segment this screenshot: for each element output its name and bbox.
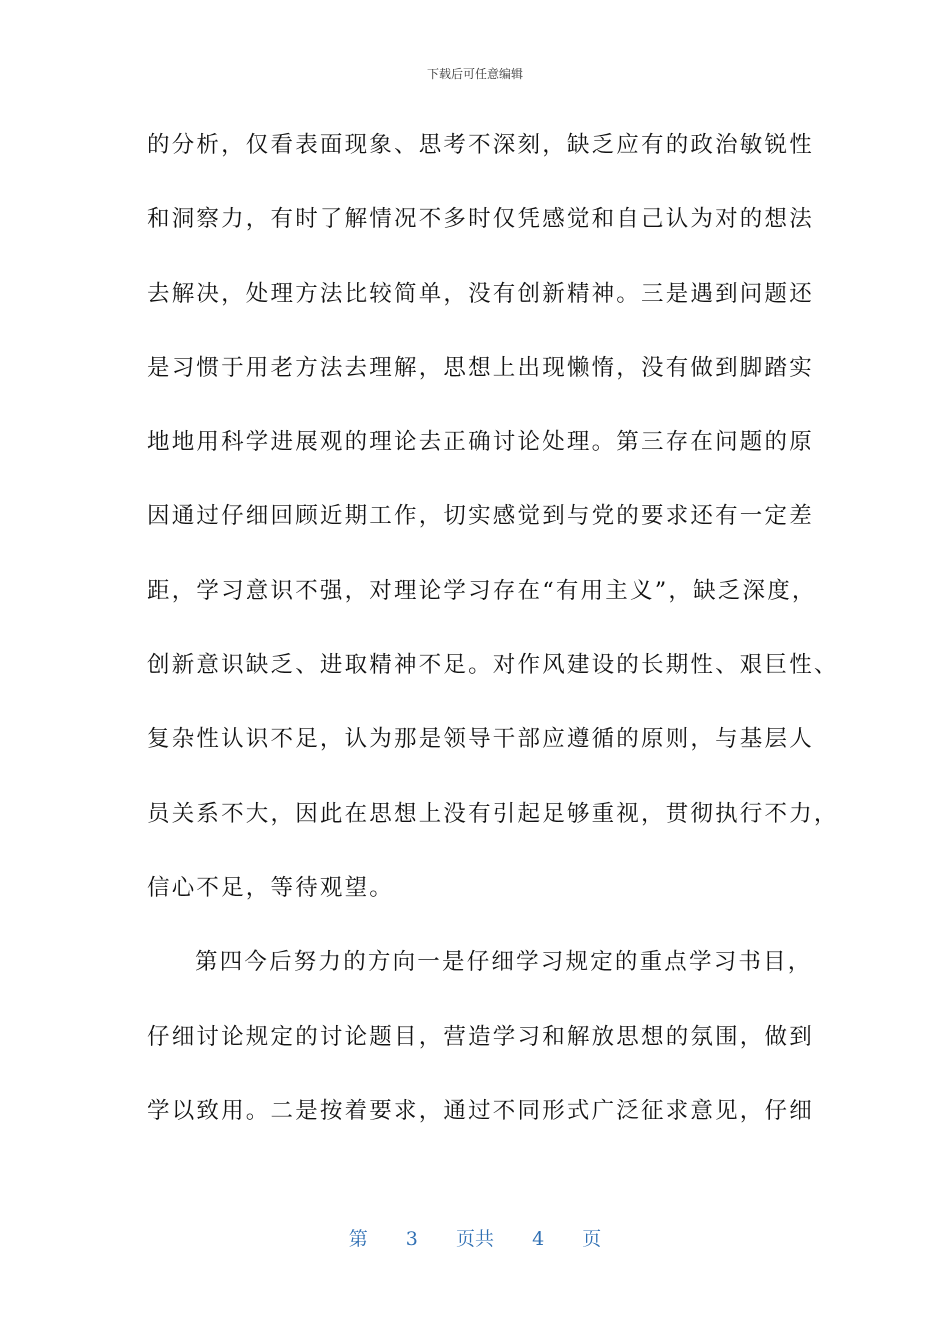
footer-prefix: 第 xyxy=(348,1228,368,1250)
body-line-7: 距，学习意识不强，对理论学习存在“有用主义”，缺乏深度， xyxy=(147,577,817,604)
body-line-1: 的分析，仅看表面现象、思考不深刻，缺乏应有的政治敏锐性 xyxy=(147,132,814,158)
document-body xyxy=(147,125,839,1165)
footer-suffix: 页 xyxy=(582,1228,602,1250)
body-line-12: 第四今后努力的方向一是仔细学习规定的重点学习书目， xyxy=(195,949,813,976)
body-line-8: 创新意识缺乏、进取精神不足。对作风建设的长期性、艰巨性、 xyxy=(147,652,839,679)
body-line-10: 员关系不大，因此在思想上没有引起足够重视，贯彻执行不力， xyxy=(147,800,839,827)
body-line-5: 地地用科学进展观的理论去正确讨论处理。第三存在问题的原 xyxy=(147,429,814,456)
page-header-note: 下载后可任意编辑 xyxy=(426,67,523,81)
body-line-2: 和洞察力，有时了解情况不多时仅凭感觉和自己认为对的想法 xyxy=(147,206,814,233)
body-line-11: 信心不足，等待观望。 xyxy=(147,874,395,901)
body-line-14: 学以致用。二是按着要求，通过不同形式广泛征求意见，仔细 xyxy=(147,1097,814,1124)
footer-current-page: 3 xyxy=(405,1228,418,1250)
body-line-9: 复杂性认识不足，认为那是领导干部应遵循的原则，与基层人 xyxy=(147,726,814,753)
footer-middle: 页共 xyxy=(455,1228,494,1250)
footer-total-pages: 4 xyxy=(532,1228,545,1250)
body-line-4: 是习惯于用老方法去理解，思想上出现懒惰，没有做到脚踏实 xyxy=(147,354,814,381)
page-footer xyxy=(0,1226,950,1252)
body-line-6: 因通过仔细回顾近期工作，切实感觉到与党的要求还有一定差 xyxy=(147,503,814,530)
body-line-3: 去解决，处理方法比较简单，没有创新精神。三是遇到问题还 xyxy=(147,280,814,307)
body-line-13: 仔细讨论规定的讨论题目，营造学习和解放思想的氛围，做到 xyxy=(147,1023,814,1050)
